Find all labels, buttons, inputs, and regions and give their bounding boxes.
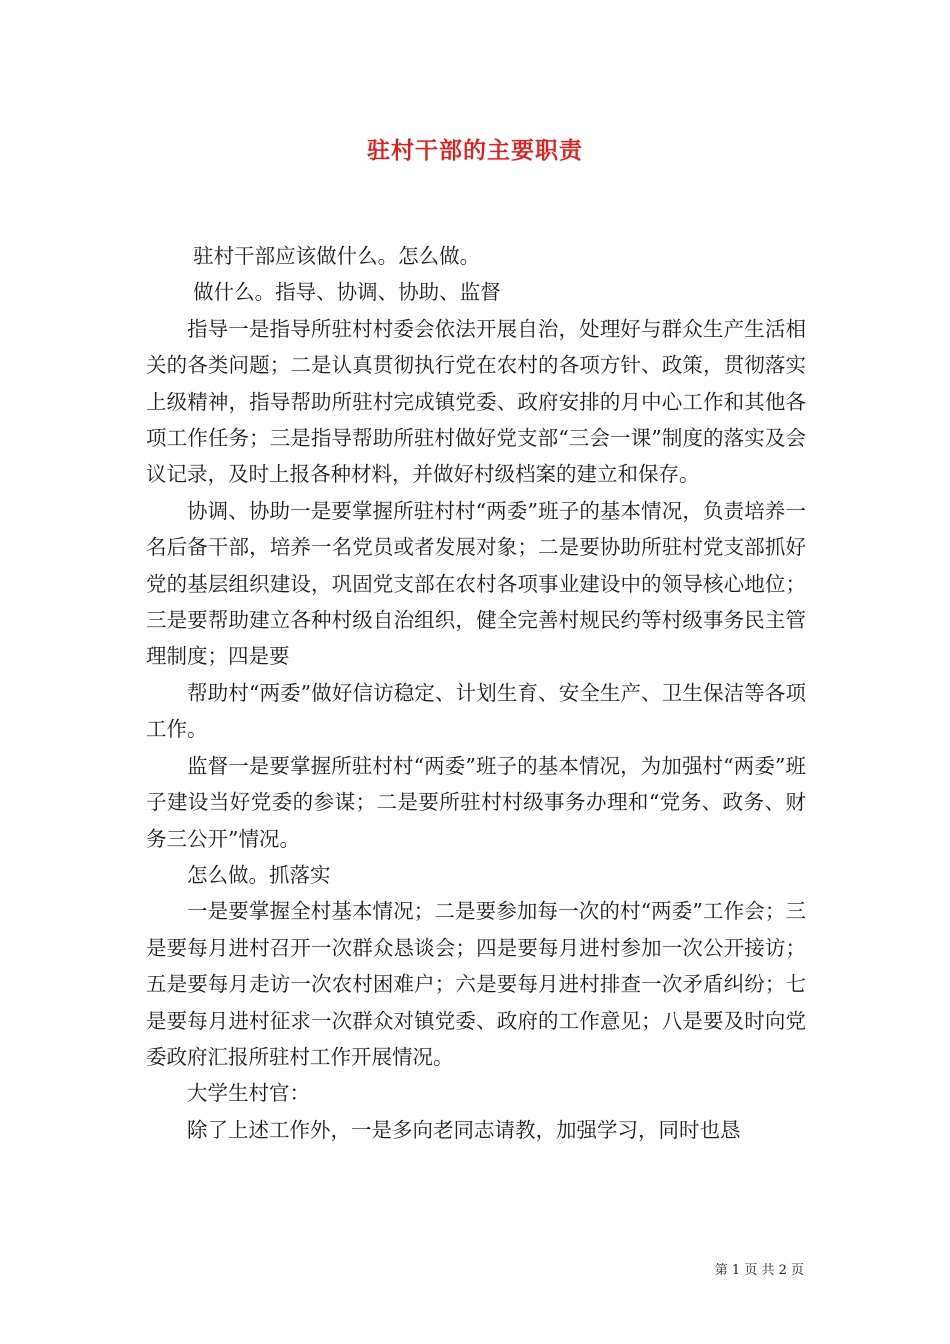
page-number: 第 1 页 共 2 页 (714, 1263, 804, 1278)
paragraph-student-official: 除了上述工作外，一是多向老同志请教，加强学习，同时也恳 (187, 1117, 741, 1142)
paragraph-coordination: 协调、协助一是要掌握所驻村村“两委”班子的基本情况，负责培养一名后备干部，培养一名党员或者发展对象；二是要协助所驻村党支部抓好党的基层组织建设，巩固党支部在农村各项事业建设中的领导核心地位；三是要帮助建立各种村级自治组织，健全完善村规民约等村级事务民主管理制度；四是要 (146, 498, 806, 669)
paragraph-how-heading: 怎么做。抓落实 (187, 862, 331, 887)
paragraph-intro: 驻村干部应该做什么。怎么做。 (193, 244, 481, 268)
paragraph-implementation: 一是要掌握全村基本情况；二是要参加每一次的村“两委”工作会；三是要每月进村召开一次群众恳谈会；四是要每月进村参加一次公开接访；五是要每月走访一次农村困难户；六是要每月进村排查一次矛盾纠纷；七是要每月进村征求一次群众对镇党委、政府的工作意见；八是要及时向党委政府汇报所驻村工作开展情况。 (146, 899, 806, 1069)
paragraph-supervision: 监督一是要掌握所驻村村“两委”班子的基本情况，为加强村“两委”班子建设当好党委的参谋；二是要所驻村村级事务办理和“党务、政务、财务三公开”情况。 (146, 753, 806, 851)
document-body (146, 238, 806, 1148)
paragraph-guidance: 指导一是指导所驻村村委会依法开展自治，处理好与群众生产生活相关的各类问题；二是认真贯彻执行党在农村的各项方针、政策，贯彻落实上级精神，指导帮助所驻村完成镇党委、政府安排的月中心工作和其他各项工作任务；三是指导帮助所驻村做好党支部“三会一课”制度的落实及会议记录，及时上报各种材料，并做好村级档案的建立和保存。 (146, 316, 806, 487)
paragraph-help-village: 帮助村“两委”做好信访稳定、计划生育、安全生产、卫生保洁等各项工作。 (146, 680, 806, 742)
document-title: 驻村干部的主要职责 (367, 137, 583, 164)
paragraph-what-heading: 做什么。指导、协调、协助、监督 (193, 280, 501, 305)
paragraph-student-official-heading: 大学生村官： (187, 1081, 310, 1106)
